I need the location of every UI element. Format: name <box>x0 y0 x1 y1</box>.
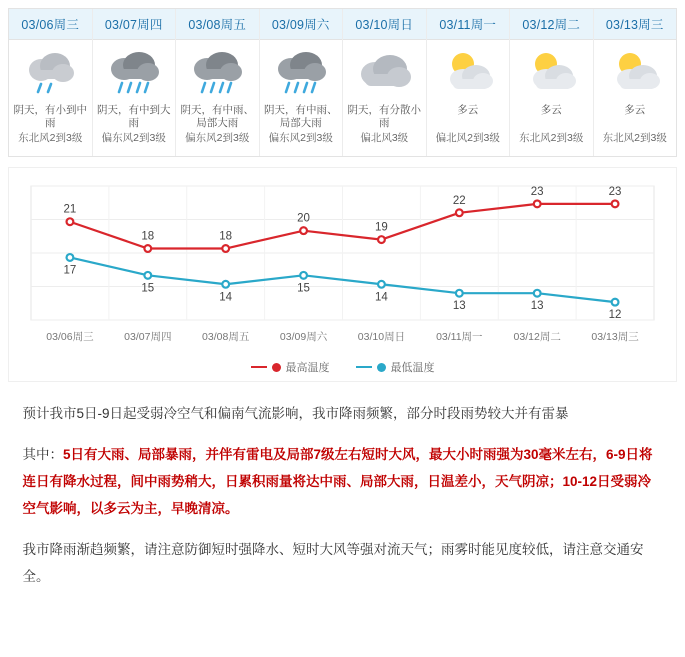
cloud-rain-heavy-icon <box>260 40 343 102</box>
forecast-day-column[interactable] <box>260 9 344 156</box>
chart-x-label: 03/10周日 <box>357 331 406 344</box>
forecast-date: 03/06周三 <box>9 9 92 40</box>
forecast-day-column[interactable] <box>594 9 677 156</box>
chart-data-label: 23 <box>608 186 622 199</box>
chart-x-label: 03/11周一 <box>436 331 483 344</box>
chart-data-label: 14 <box>375 291 388 304</box>
paragraph-overview: 预计我市5日-9日起受弱冷空气和偏南气流影响，我市降雨频繁，部分时段雨势较大并有雷暴 <box>22 406 569 422</box>
paragraph-details <box>23 441 663 522</box>
paragraph-advisory: 我市降雨渐趋频繁，请注意防御短时强降水、短时大风等强对流天气；雨雾时能见度较低，请注意交通安全。 <box>22 542 644 585</box>
chart-data-point[interactable] <box>612 201 619 208</box>
chart-data-label: 22 <box>452 195 466 208</box>
chart-data-label: 13 <box>452 300 466 313</box>
forecast-description: 阴天，有中到大雨 <box>97 104 171 130</box>
forecast-wind: 偏北风3级 <box>360 132 409 145</box>
forecast-description: 阴天，有中雨、局部大雨 <box>264 104 338 130</box>
legend-item-low[interactable] <box>356 359 435 375</box>
legend-label-low: 最低温度 <box>390 362 435 375</box>
chart-data-label: 18 <box>219 230 233 243</box>
forecast-day-column[interactable] <box>510 9 594 156</box>
chart-data-point[interactable] <box>534 201 541 208</box>
forecast-day-column[interactable] <box>9 9 93 156</box>
chart-data-point[interactable] <box>222 281 229 288</box>
sun-cloud-icon <box>594 40 677 102</box>
chart-data-point[interactable] <box>378 281 385 288</box>
chart-data-point[interactable] <box>456 210 463 217</box>
chart-data-point[interactable] <box>144 245 151 252</box>
chart-data-point[interactable] <box>67 254 74 261</box>
chart-data-label: 14 <box>219 291 233 304</box>
cloud-icon <box>343 40 426 102</box>
forecast-description: 阴天，有分散小雨 <box>347 104 421 130</box>
chart-data-point[interactable] <box>67 219 74 226</box>
chart-data-point[interactable] <box>456 290 463 297</box>
legend-item-high[interactable] <box>251 359 330 375</box>
forecast-day-column[interactable] <box>427 9 511 156</box>
chart-data-point[interactable] <box>378 236 385 243</box>
chart-data-point[interactable] <box>612 299 619 306</box>
legend-swatch-low <box>356 366 372 368</box>
legend-swatch-high <box>251 366 267 368</box>
cloud-rain-light-icon <box>9 40 92 102</box>
details-highlight: 5日有大雨、局部暴雨，并伴有雷电及局部7级左右短时大风，最大小时雨强为30毫米左右，6-9日将连日有降水过程，间中雨势稍大，日累积雨量将达中雨、局部大雨，日温差小，天气阴凉；10-12日受弱冷空气影响，以多云为主，早晚清凉。 <box>22 447 653 517</box>
details-label: 其中： <box>22 447 63 463</box>
forecast-day-column[interactable] <box>176 9 260 156</box>
temperature-chart-svg <box>9 168 676 381</box>
chart-x-label: 03/08周五 <box>202 331 250 344</box>
chart-data-label: 19 <box>375 221 388 234</box>
legend-label-high: 最高温度 <box>285 362 330 375</box>
chart-data-label: 21 <box>63 203 77 216</box>
chart-x-label: 03/12周二 <box>513 331 561 344</box>
forecast-date: 03/07周四 <box>93 9 176 40</box>
forecast-wind: 东北风2到3级 <box>602 132 667 144</box>
forecast-wind: 偏北风2到3级 <box>435 132 500 144</box>
forecast-day-column[interactable] <box>93 9 177 156</box>
chart-x-label: 03/09周六 <box>279 331 328 344</box>
forecast-wind: 东北风2到3级 <box>18 132 83 145</box>
temperature-chart <box>8 167 677 382</box>
chart-data-label: 18 <box>141 230 155 243</box>
forecast-day-column[interactable] <box>343 9 427 156</box>
forecast-date: 03/08周五 <box>176 9 259 40</box>
chart-data-label: 17 <box>63 264 77 277</box>
sun-cloud-icon <box>510 40 593 102</box>
legend-dot-high <box>272 363 281 372</box>
forecast-wind: 偏东风2到3级 <box>185 132 250 145</box>
chart-data-label: 12 <box>608 309 622 322</box>
chart-data-point[interactable] <box>222 245 229 252</box>
forecast-date: 03/10周日 <box>343 9 426 40</box>
chart-data-point[interactable] <box>534 290 541 297</box>
chart-x-label: 03/07周四 <box>124 331 172 344</box>
forecast-date: 03/09周六 <box>260 9 343 40</box>
forecast-date: 03/12周二 <box>510 9 593 40</box>
forecast-description: 多云 <box>540 104 562 116</box>
chart-legend <box>9 359 676 375</box>
chart-x-label: 03/13周三 <box>591 331 639 344</box>
forecast-description: 阴天，有小到中雨 <box>13 104 87 130</box>
forecast-wind: 偏东风2到3级 <box>268 132 333 145</box>
forecast-wind: 东北风2到3级 <box>519 132 584 144</box>
chart-data-point[interactable] <box>300 228 307 235</box>
forecast-date: 03/11周一 <box>427 9 510 40</box>
chart-data-label: 15 <box>141 282 155 295</box>
forecast-description: 阴天，有中雨、局部大雨 <box>180 104 254 130</box>
forecast-wind: 偏东风2到3级 <box>101 132 166 145</box>
forecast-description: 多云 <box>624 104 646 116</box>
chart-data-point[interactable] <box>144 272 151 279</box>
chart-x-label: 03/06周三 <box>46 331 94 344</box>
chart-data-label: 13 <box>530 300 544 313</box>
cloud-rain-heavy-icon <box>176 40 259 102</box>
chart-data-label: 15 <box>297 282 310 295</box>
legend-dot-low <box>377 363 386 372</box>
forecast-description: 多云 <box>457 104 479 116</box>
chart-data-point[interactable] <box>300 272 307 279</box>
forecast-date: 03/13周三 <box>594 9 677 40</box>
chart-data-label: 20 <box>297 212 310 225</box>
forecast-strip <box>8 8 677 157</box>
forecast-article <box>23 400 663 590</box>
chart-data-label: 23 <box>530 186 544 199</box>
sun-cloud-icon <box>427 40 510 102</box>
cloud-rain-heavy-icon <box>93 40 176 102</box>
